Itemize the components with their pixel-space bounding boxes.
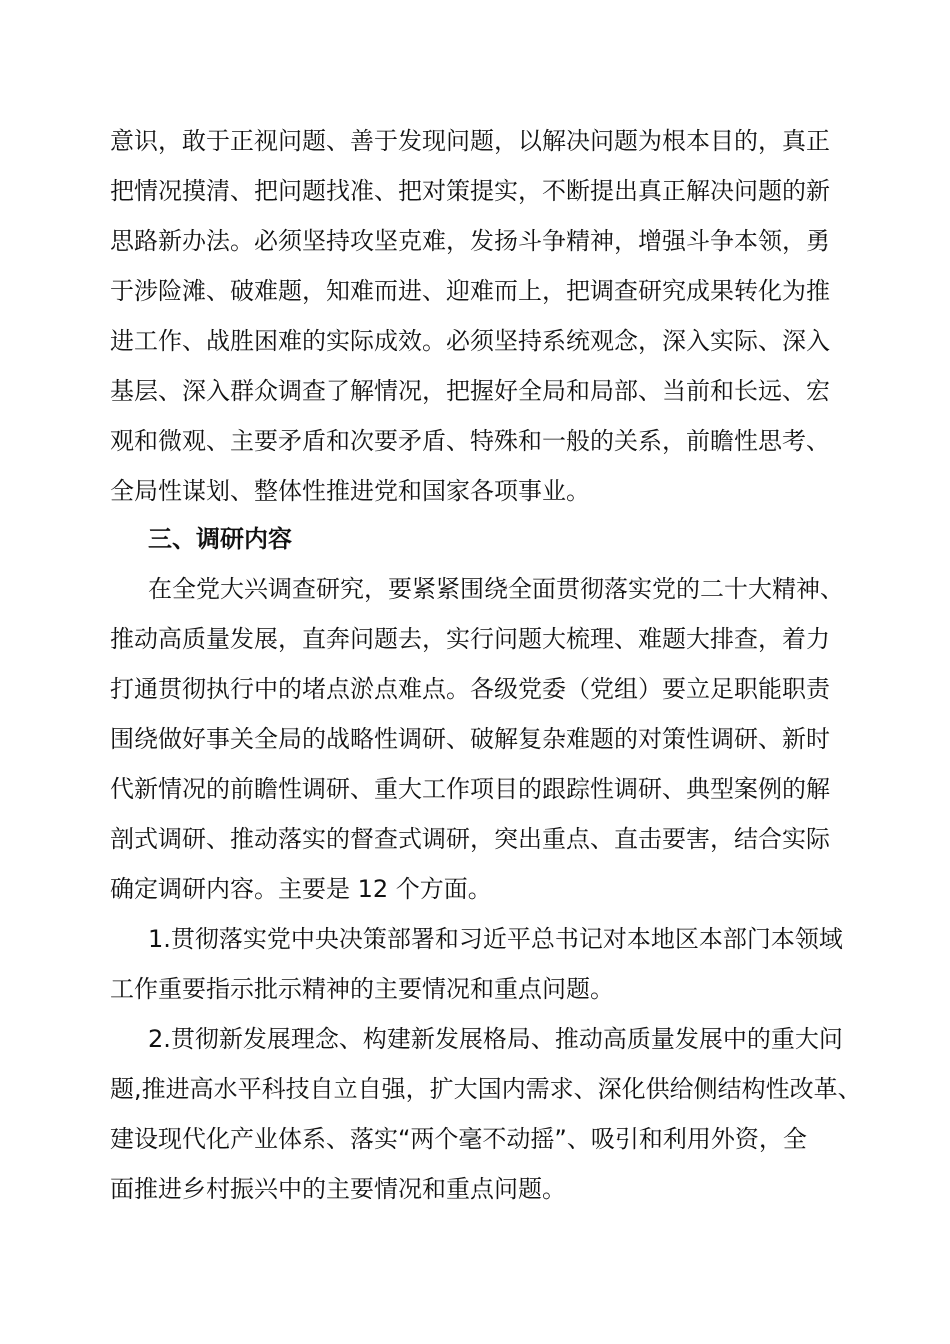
list-item-line: 2.贯彻新发展理念、构建新发展格局、推动高质量发展中的重大问 (148, 1025, 843, 1053)
body-text-line: 思路新办法。必须坚持攻坚克难，发扬斗争精神，增强斗争本领，勇 (110, 227, 830, 255)
body-text-line: 观和微观、主要矛盾和次要矛盾、特殊和一般的关系，前瞻性思考、 (110, 427, 830, 455)
list-item-line: 题,推进高水平科技自立自强，扩大国内需求、深化供给侧结构性改革、 (110, 1075, 862, 1103)
list-item-line: 1.贯彻落实党中央决策部署和习近平总书记对本地区本部门本领域 (148, 925, 843, 953)
body-text-line: 推动高质量发展，直奔问题去，实行问题大梳理、难题大排查，着力 (110, 625, 830, 653)
body-text-line: 打通贯彻执行中的堵点淤点难点。各级党委（党组）要立足职能职责 (110, 675, 830, 703)
list-item-line: 面推进乡村振兴中的主要情况和重点问题。 (110, 1175, 566, 1203)
list-item-line: 建设现代化产业体系、落实“两个毫不动摇”、吸引和利用外资，全 (110, 1125, 807, 1153)
body-text-line: 剖式调研、推动落实的督查式调研，突出重点、直击要害，结合实际 (110, 825, 830, 853)
section-heading: 三、调研内容 (148, 525, 292, 553)
body-text-line: 在全党大兴调查研究，要紧紧围绕全面贯彻落实党的二十大精神、 (148, 575, 844, 603)
body-text-line: 全局性谋划、整体性推进党和国家各项事业。 (110, 477, 590, 505)
body-text-line: 意识，敢于正视问题、善于发现问题，以解决问题为根本目的，真正 (110, 127, 830, 155)
body-text-line: 把情况摸清、把问题找准、把对策提实，不断提出真正解决问题的新 (110, 177, 830, 205)
list-item-line: 工作重要指示批示精神的主要情况和重点问题。 (110, 975, 614, 1003)
body-text-line: 代新情况的前瞻性调研、重大工作项目的跟踪性调研、典型案例的解 (110, 775, 830, 803)
body-text-line: 基层、深入群众调查了解情况，把握好全局和局部、当前和长远、宏 (110, 377, 830, 405)
body-text-line: 确定调研内容。主要是 12 个方面。 (110, 875, 492, 903)
body-text-line: 于涉险滩、破难题，知难而进、迎难而上，把调查研究成果转化为推 (110, 277, 830, 305)
body-text-line: 围绕做好事关全局的战略性调研、破解复杂难题的对策性调研、新时 (110, 725, 830, 753)
body-text-line: 进工作、战胜困难的实际成效。必须坚持系统观念，深入实际、深入 (110, 327, 830, 355)
